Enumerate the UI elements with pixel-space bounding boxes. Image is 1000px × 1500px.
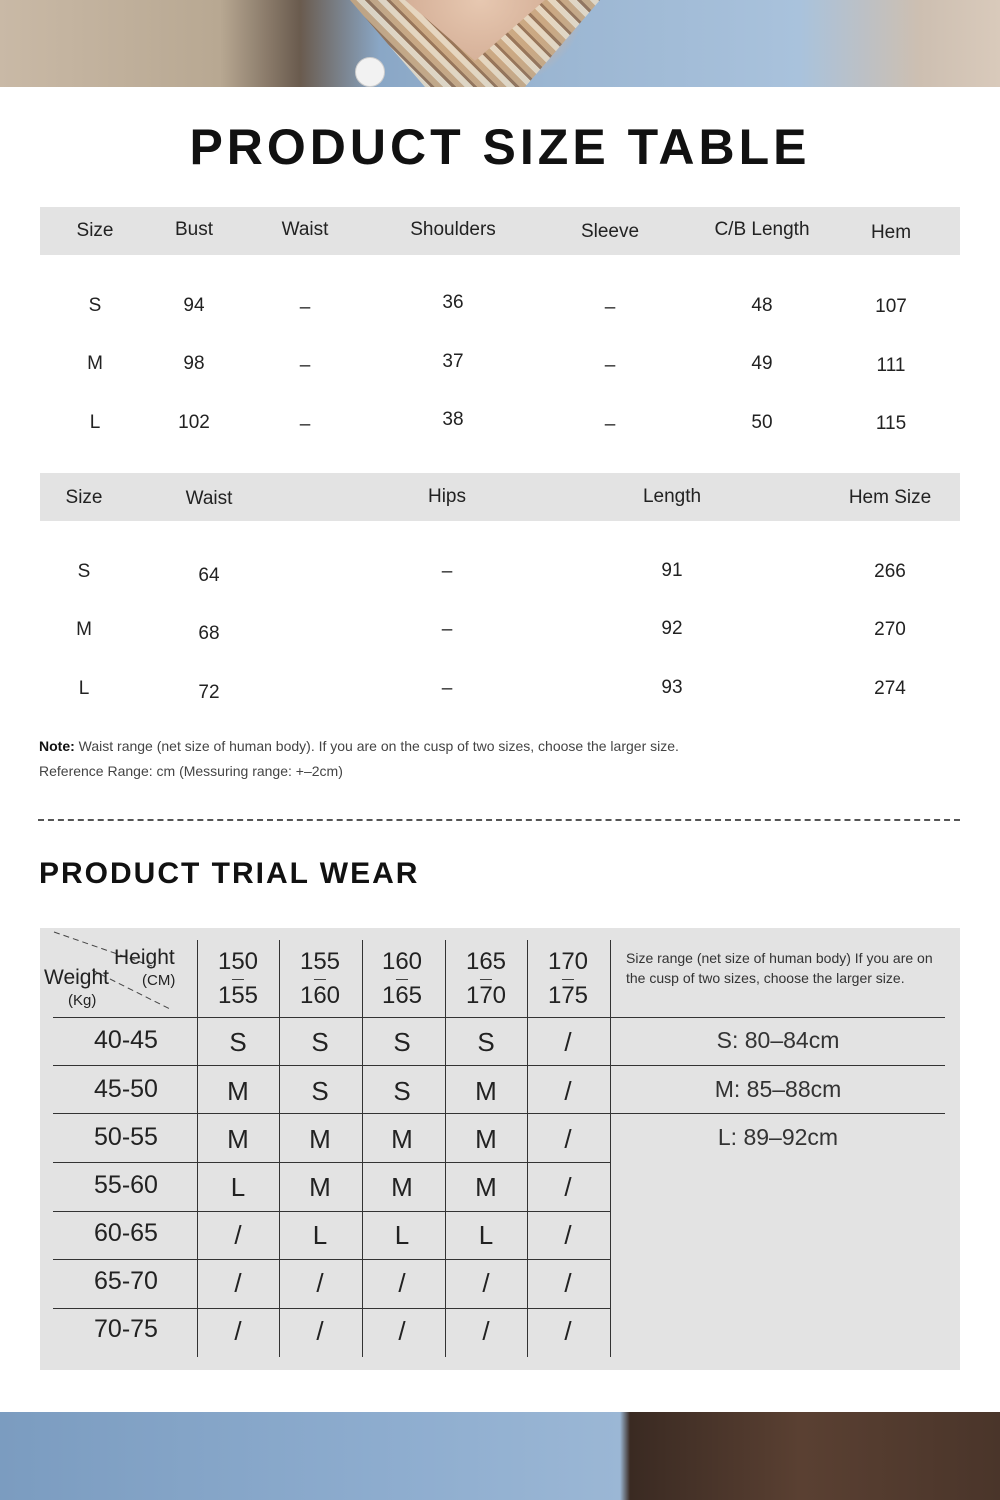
grid-vertical-line	[527, 940, 528, 1357]
bottom-table-cell: –	[441, 678, 453, 699]
top-table-cell: 115	[875, 413, 907, 434]
top-table-cell: –	[604, 355, 616, 376]
height-range-header	[300, 950, 340, 1008]
top-table-cell: M	[87, 353, 103, 374]
top-table-cell: –	[299, 297, 311, 318]
size-recommendation: S	[393, 1076, 411, 1106]
corner-height-label: Height	[114, 946, 175, 969]
bottom-table-cell: 91	[661, 560, 683, 581]
height-range-header	[466, 950, 506, 1008]
corner-cm-label: (CM)	[142, 972, 176, 989]
grid-horizontal-line	[53, 1211, 610, 1212]
bottom-table-header	[40, 473, 960, 521]
height-dash	[314, 979, 326, 980]
bottom-table-header-cell: Hips	[427, 486, 467, 507]
size-recommendation: M	[391, 1124, 413, 1154]
weight-range-label: 60-65	[94, 1219, 158, 1247]
size-recommendation: M	[475, 1076, 497, 1106]
weight-range-label: 45-50	[94, 1075, 158, 1103]
size-recommendation: M	[309, 1172, 331, 1202]
bottom-table-header-cell: Size	[65, 487, 103, 508]
bottom-table-header-cell: Waist	[185, 488, 233, 509]
top-table-cell: 38	[442, 409, 464, 430]
top-table-cell: 111	[876, 355, 906, 376]
size-range-note: Size range (net size of human body) If you are on the cusp of two sizes, choose the larger size.	[626, 950, 933, 986]
top-table-cell: 94	[183, 295, 205, 316]
size-recommendation: /	[398, 1268, 406, 1298]
weight-range-label: 40-45	[94, 1026, 158, 1054]
height-to: 155	[217, 982, 259, 1009]
grid-vertical-line	[445, 940, 446, 1357]
trial-title: PRODUCT TRIAL WEAR	[39, 857, 420, 890]
grid-horizontal-line	[53, 1065, 945, 1066]
bottom-table-cell: –	[441, 619, 453, 640]
top-table-cell: 49	[751, 353, 773, 374]
bottom-table-cell: M	[76, 619, 92, 640]
top-table-cell: –	[299, 355, 311, 376]
height-from: 155	[299, 948, 341, 975]
grid-horizontal-line	[53, 1162, 610, 1163]
size-recommendation: S	[393, 1027, 411, 1057]
top-table-cell: –	[299, 414, 311, 435]
size-recommendation: S	[311, 1076, 329, 1106]
height-from: 165	[465, 948, 507, 975]
top-table-cell: 36	[442, 292, 464, 313]
grid-horizontal-line	[53, 1308, 610, 1309]
size-recommendation: /	[564, 1268, 572, 1298]
body-size-range: M: 85–88cm	[714, 1076, 842, 1102]
size-recommendation: /	[564, 1027, 572, 1057]
reference-range: Reference Range: cm (Messuring range: +–2cm)	[39, 763, 343, 779]
size-recommendation: L	[230, 1172, 246, 1202]
top-table-cell: S	[88, 295, 102, 316]
height-to: 160	[299, 982, 341, 1009]
top-table-header-cell: Waist	[281, 219, 329, 240]
size-recommendation: /	[234, 1268, 242, 1298]
height-dash	[562, 979, 574, 980]
bottom-table-cell: 68	[198, 623, 220, 644]
grid-vertical-line	[197, 940, 198, 1357]
grid-horizontal-line	[53, 1017, 945, 1018]
height-to: 170	[465, 982, 507, 1009]
size-recommendation: M	[391, 1172, 413, 1202]
height-to: 165	[381, 982, 423, 1009]
body-size-range: S: 80–84cm	[716, 1027, 840, 1053]
top-table-cell: 98	[183, 353, 205, 374]
size-recommendation: M	[227, 1124, 249, 1154]
bottom-table-cell: –	[441, 561, 453, 582]
section-divider	[38, 819, 960, 821]
size-recommendation: S	[229, 1027, 247, 1057]
size-recommendation: /	[482, 1316, 490, 1346]
grid-horizontal-line	[53, 1259, 610, 1260]
weight-range-label: 55-60	[94, 1171, 158, 1199]
size-recommendation: L	[312, 1220, 328, 1250]
top-table-cell: 48	[751, 295, 773, 316]
top-table-cell: 37	[442, 351, 464, 372]
bottom-table-cell: 92	[661, 618, 683, 639]
weight-range-label: 65-70	[94, 1267, 158, 1295]
size-recommendation: /	[564, 1316, 572, 1346]
size-recommendation: /	[564, 1076, 572, 1106]
size-recommendation: M	[309, 1124, 331, 1154]
height-range-header	[382, 950, 422, 1008]
bottom-table-cell: 72	[198, 682, 220, 703]
corner-kg-label: (Kg)	[68, 992, 97, 1009]
size-recommendation: /	[234, 1316, 242, 1346]
grid-vertical-line	[279, 940, 280, 1357]
top-table-header-cell: Sleeve	[580, 221, 640, 242]
weight-range-label: 70-75	[94, 1315, 158, 1343]
bottom-table-cell: 274	[874, 678, 906, 699]
height-range-header	[548, 950, 588, 1008]
bottom-table-cell: 93	[661, 677, 683, 698]
collar-button	[355, 57, 385, 87]
top-table-header-cell: Hem	[870, 222, 912, 243]
top-table-header-cell: Bust	[174, 219, 214, 240]
size-recommendation: /	[564, 1172, 572, 1202]
size-recommendation: /	[482, 1268, 490, 1298]
height-dash	[480, 979, 492, 980]
bottom-table-cell: L	[78, 678, 90, 699]
bottom-table-cell: S	[77, 561, 91, 582]
size-recommendation: L	[394, 1220, 410, 1250]
size-recommendation: M	[475, 1124, 497, 1154]
size-recommendation: /	[316, 1268, 324, 1298]
bottom-table-cell: 270	[874, 619, 906, 640]
page-title: PRODUCT SIZE TABLE	[189, 119, 811, 175]
height-to: 175	[547, 982, 589, 1009]
top-table-header-cell: C/B Length	[714, 219, 810, 240]
top-photo	[0, 0, 1000, 87]
size-recommendation: S	[477, 1027, 495, 1057]
size-recommendation: M	[475, 1172, 497, 1202]
height-from: 150	[217, 948, 259, 975]
top-table-header-cell: Shoulders	[410, 219, 496, 240]
size-recommendation: /	[316, 1316, 324, 1346]
grid-horizontal-line	[53, 1113, 945, 1114]
size-recommendation: /	[564, 1220, 572, 1250]
size-recommendation: L	[478, 1220, 494, 1250]
top-table-cell: 107	[875, 296, 907, 317]
height-range-header	[218, 950, 258, 1008]
size-note	[39, 738, 679, 754]
body-size-range: L: 89–92cm	[717, 1124, 839, 1150]
weight-range-label: 50-55	[94, 1123, 158, 1151]
size-recommendation: S	[311, 1027, 329, 1057]
top-table-cell: –	[604, 414, 616, 435]
height-dash	[396, 979, 408, 980]
height-dash	[232, 979, 244, 980]
top-table-cell: –	[604, 297, 616, 318]
top-table-cell: 50	[751, 412, 773, 433]
bottom-table-cell: 266	[874, 561, 906, 582]
note-text: Waist range (net size of human body). If you are on the cusp of two sizes, choose the larger size.	[74, 738, 679, 754]
bottom-table-header-cell: Length	[642, 486, 702, 507]
bottom-photo	[0, 1412, 1000, 1500]
grid-vertical-line	[362, 940, 363, 1357]
note-label: Note:	[39, 738, 75, 754]
bottom-table-cell: 64	[198, 565, 220, 586]
corner-weight-label: Weight	[44, 966, 109, 989]
size-recommendation: M	[227, 1076, 249, 1106]
bottom-table-header-cell: Hem Size	[848, 487, 932, 508]
top-table-header-cell: Size	[76, 220, 114, 241]
height-from: 160	[381, 948, 423, 975]
top-table-cell: 102	[178, 412, 210, 433]
size-recommendation: /	[398, 1316, 406, 1346]
top-table-cell: L	[89, 412, 101, 433]
size-recommendation: /	[564, 1124, 572, 1154]
size-recommendation: /	[234, 1220, 242, 1250]
height-from: 170	[547, 948, 589, 975]
